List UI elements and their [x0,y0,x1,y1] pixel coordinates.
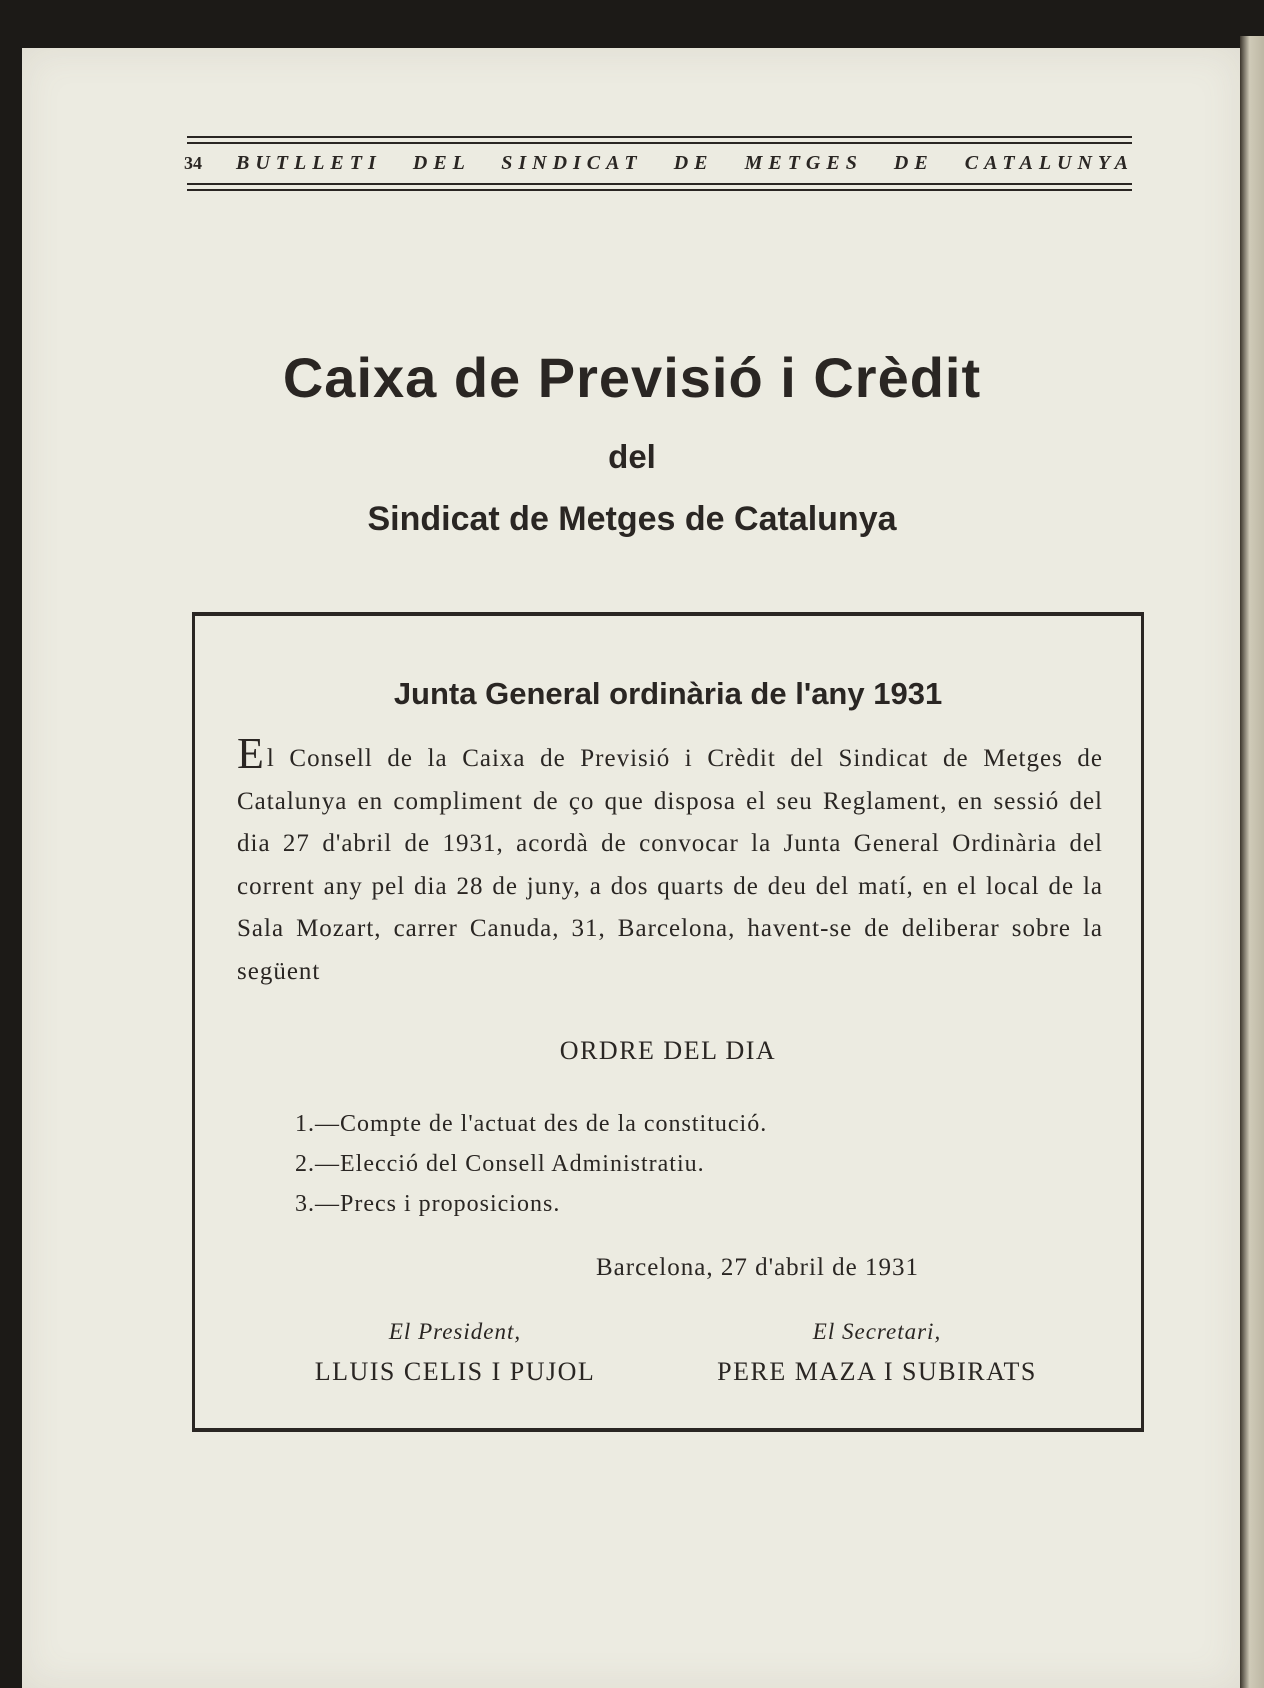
agenda-item: 3.—Precs i proposicions. [295,1191,561,1217]
agenda-title: ORDRE DEL DIA [559,1036,777,1065]
header-rule-bottom-2 [187,189,1132,191]
title-organization: Sindicat de Metges de Catalunya [367,500,897,538]
secretary-signature [687,1314,1067,1394]
page-number: 34 [184,152,202,173]
main-title: Caixa de Previsió i Crèdit [282,346,982,409]
secretary-name: PERE MAZA I SUBIRATS [717,1357,1037,1386]
running-header [184,146,1134,180]
book-page-edge [1240,36,1264,1688]
president-role: El President, [388,1319,522,1344]
notice-body-text: l Consell de la Caixa de Previsió i Crèdit del Sindicat de Metges de Catalunya en compliment de ço que disposa el seu Reglament, en sessió del dia 27 d'abril de 1931, acordà de convocar la Junta General Ordinària del corrent any pel dia 28 de juny, a dos quarts de deu del matí, en el local de la Sala Mozart, carrer Canuda, 31, Barcelona, havent-se de deliberar sobre la següent [237,745,1103,985]
agenda-list [295,1104,767,1224]
president-signature [265,1314,645,1394]
header-rule-top-2 [187,142,1132,144]
header-rule-top [187,136,1132,138]
secretary-role: El Secretari, [812,1319,942,1344]
running-title: BUTLLETI DEL SINDICAT DE METGES DE CATALUNYA [236,151,1134,174]
drop-cap: E [237,729,265,778]
notice-body [237,729,1103,993]
title-del: del [608,438,656,475]
header-rule-bottom [187,183,1132,185]
agenda-item: 2.—Elecció del Consell Administratiu. [295,1151,705,1177]
notice-heading: Junta General ordinària de l'any 1931 [393,676,943,711]
agenda-item: 1.—Compte de l'actuat des de la constitució. [295,1111,768,1137]
president-name: LLUIS CELIS I PUJOL [314,1357,596,1386]
notice-box [192,612,1144,1432]
date-line: Barcelona, 27 d'abril de 1931 [596,1254,919,1281]
